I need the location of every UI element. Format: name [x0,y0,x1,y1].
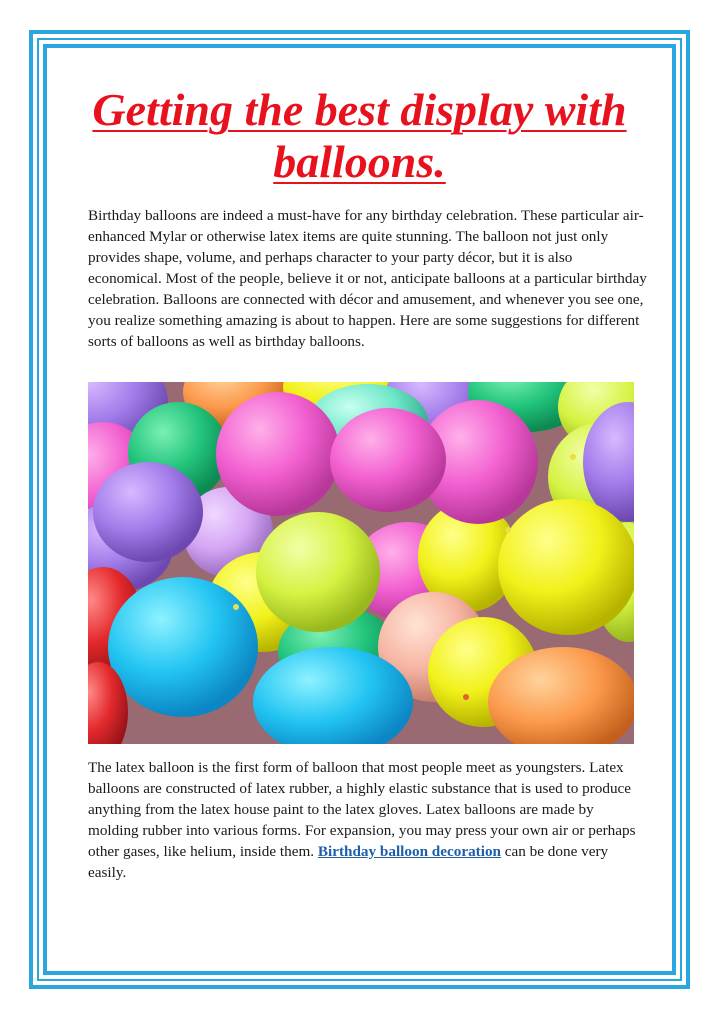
birthday-balloon-decoration-link[interactable]: Birthday balloon decoration [317,843,501,860]
paragraph-text-before-link: The latex balloon is the first form of balloon that most people meet as youngsters. Latex balloons are constructed of latex rubber, a highly elastic substance that is used to produce anything from the latex house paint to the latex gloves. Latex balloons are made by molding rubber into various forms. For expansion, you may press your own air or perhaps other gases, like helium, inside them. [88,759,636,860]
balloons-photo [88,382,634,744]
paragraph-text-after-link: can be done very easily. [88,843,609,881]
latex-balloon-paragraph [88,757,648,883]
document-title: Getting the best display with balloons. [92,84,627,187]
intro-paragraph: Birthday balloons are indeed a must-have for any birthday celebration. These particular air-enhanced Mylar or otherwise latex items are quite stunning. The balloon not just only provides shape, volume, and perhaps character to your party décor, but it is also economical. Most of the people, believe it or not, anticipate balloons at a particular birthday celebration. Balloons are connected with décor and amusement, and whenever you see one, you realize something amazing is about to happen. Here are some suggestions for different sorts of balloons as well as birthday balloons. [88,207,647,350]
